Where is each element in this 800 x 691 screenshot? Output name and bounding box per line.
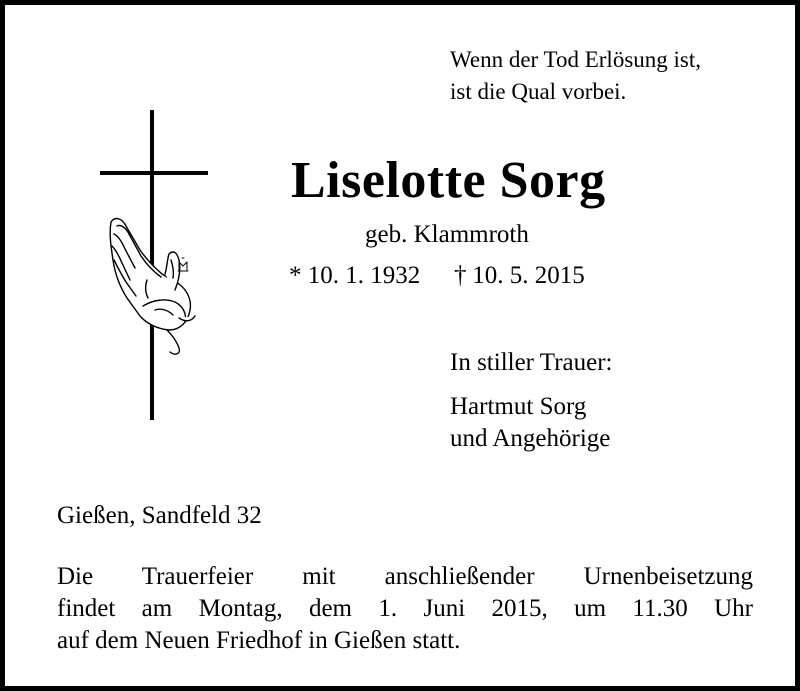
ceremony-info xyxy=(57,561,753,657)
birth-date: * 10. 1. 1932 xyxy=(289,262,421,289)
ceremony-line-2: findet am Montag, dem 1. Juni 2015, um 11.30 Uhr xyxy=(57,595,753,622)
ceremony-line-1: Die Trauerfeier mit anschließender Urnenbeisetzung xyxy=(57,563,753,590)
mourning-heading: In stiller Trauer: xyxy=(450,349,613,376)
deceased-name: Liselotte Sorg xyxy=(291,152,606,209)
address: Gießen, Sandfeld 32 xyxy=(57,502,262,529)
life-dates xyxy=(289,263,585,288)
quote-line-2: ist die Qual vorbei. xyxy=(450,79,627,104)
mourner-line-2: und Angehörige xyxy=(450,425,611,452)
dagger-icon: † xyxy=(454,262,467,289)
maiden-name: geb. Klammroth xyxy=(365,221,529,248)
death-date: 10. 5. 2015 xyxy=(472,262,585,289)
quote xyxy=(450,44,701,108)
mourners-list xyxy=(450,391,610,455)
cross-with-praying-hands-icon xyxy=(95,110,215,425)
ceremony-line-3: auf dem Neuen Friedhof in Gießen statt. xyxy=(57,627,461,654)
mourner-line-1: Hartmut Sorg xyxy=(450,393,587,420)
quote-line-1: Wenn der Tod Erlösung ist, xyxy=(450,47,702,72)
